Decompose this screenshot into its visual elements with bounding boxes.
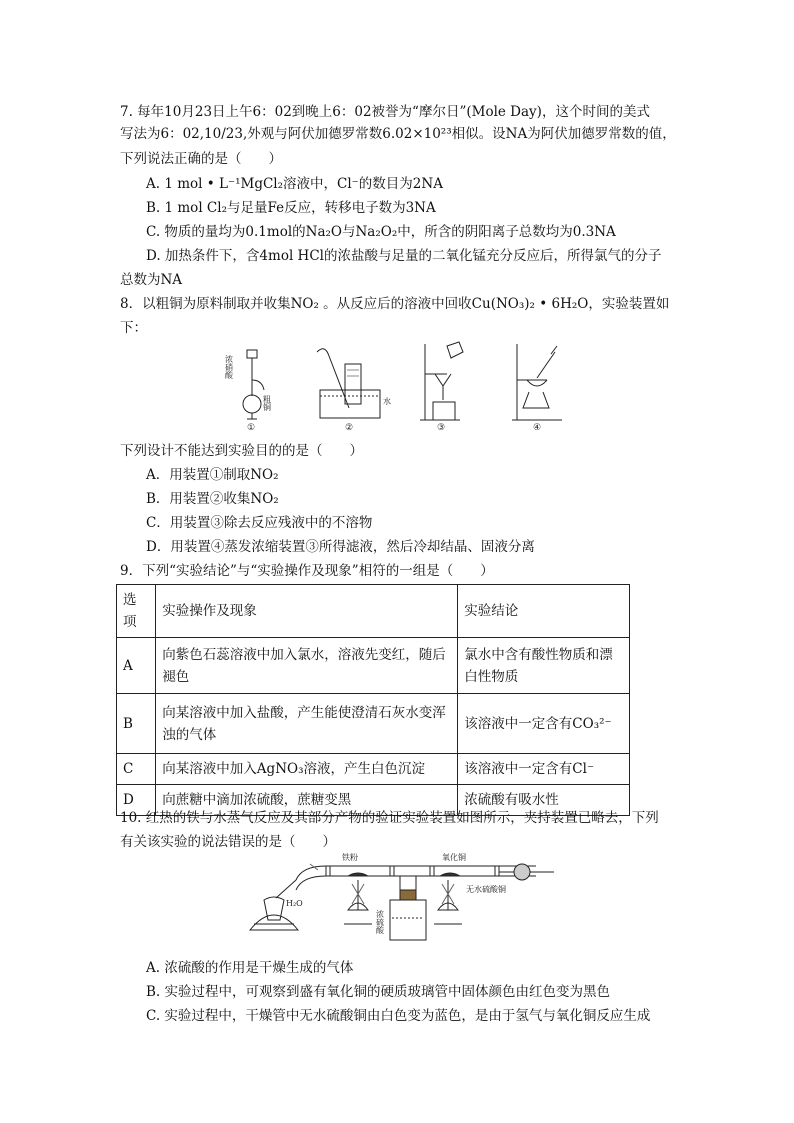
q8-option-a: A．用装置①制取NO₂ — [146, 467, 279, 483]
apparatus-3-number: ③ — [437, 423, 446, 432]
q7-option-d-line2: 总数为NA — [120, 272, 183, 288]
table-row — [117, 694, 630, 754]
q9-stem: 9．下列“实验结论”与“实验操作及现象”相符的一组是（ ） — [120, 563, 494, 579]
row-operation: 向某溶液中加入AgNO₃溶液，产生白色沉淀 — [156, 754, 458, 785]
header-option: 选项 — [117, 585, 156, 638]
table-row — [117, 754, 630, 785]
iron-powder-label: 铁粉 — [342, 853, 358, 862]
apparatus-2 — [317, 349, 380, 418]
row-conclusion: 该溶液中一定含有CO₃²⁻ — [458, 694, 630, 754]
q7-option-c: C. 物质的量均为0.1mol的Na₂O与Na₂O₂中，所含的阴阳离子总数均为0.3NA — [146, 224, 616, 240]
apparatus-1-acid-label: 浓硝酸 — [225, 355, 234, 379]
header-operation: 实验操作及现象 — [156, 585, 458, 638]
apparatus-1 — [243, 350, 264, 419]
table-row — [117, 638, 630, 694]
row-conclusion: 该溶液中一定含有Cl⁻ — [458, 754, 630, 785]
q7-stem-line2: 写法为6：02,10/23,外观与阿伏加德罗常数6.02×10²³相似。设NA为阿伏加德罗常数的值， — [120, 126, 676, 142]
row-operation: 向某溶液中加入盐酸，产生能使澄清石灰水变浑浊的气体 — [156, 694, 458, 754]
table-header-row — [117, 585, 630, 638]
row-operation: 向蔗糖中滴加浓硫酸，蔗糖变黑 — [156, 785, 458, 816]
q10-option-b: B. 实验过程中，可观察到盛有氧化铜的硬质玻璃管中固体颜色由红色变为黑色 — [146, 984, 611, 1000]
q10-stem-line2: 有关该实验的说法错误的是（ ） — [120, 834, 336, 850]
q7-option-d-line1: D. 加热条件下，含4mol HCl的浓盐酸与足量的二氧化锰充分反应后，所得氯气的分子 — [146, 248, 662, 264]
q10-option-a: A. 浓硫酸的作用是干燥生成的气体 — [146, 960, 354, 976]
q10-apparatus-figure — [240, 850, 560, 954]
sulfuric-acid-label: 浓硫酸 — [375, 910, 385, 934]
q9-table — [116, 584, 630, 816]
q8-stem-line2: 下： — [120, 320, 147, 336]
row-option: A — [117, 638, 156, 694]
row-option: B — [117, 694, 156, 754]
apparatus-1-copper-label: 粗铜 — [262, 395, 272, 411]
row-option: C — [117, 754, 156, 785]
q8-option-c: C．用装置③除去反应残液中的不溶物 — [146, 515, 373, 531]
row-conclusion: 氯水中含有酸性物质和漂白性物质 — [458, 638, 630, 694]
cuo-label: 氧化铜 — [442, 853, 466, 862]
apparatus-1-number: ① — [247, 423, 256, 432]
apparatus-2-water-label: 水 — [383, 397, 391, 406]
row-operation: 向紫色石蕊溶液中加入氯水，溶液先变红，随后褪色 — [156, 638, 458, 694]
apparatus-4-number: ④ — [533, 423, 542, 432]
header-conclusion: 实验结论 — [458, 585, 630, 638]
row-option: D — [117, 785, 156, 816]
apparatus-3 — [420, 342, 463, 420]
apparatus-2-number: ② — [345, 423, 354, 432]
q8-stem-line1: 8．以粗铜为原料制取并收集NO₂ 。从反应后的溶液中回收Cu(NO₃)₂ • 6H₂O，实验装置如 — [120, 296, 670, 312]
anhydrous-cuso4-label: 无水硫酸铜 — [466, 885, 506, 894]
q8-option-b: B．用装置②收集NO₂ — [146, 491, 279, 507]
q7-option-a: A. 1 mol • L⁻¹MgCl₂溶液中，Cl⁻的数目为2NA — [146, 176, 443, 192]
q10-stem-line1: 10. 红热的铁与水蒸气反应及其部分产物的验证实验装置如图所示，夹持装置已略去，下列 — [120, 810, 659, 826]
q7-stem-line1: 7. 每年10月23日上午6：02到晚上6：02被誉为“摩尔日”(Mole Day)，这个时间的美式 — [120, 104, 650, 120]
water-label: H₂O — [286, 899, 303, 908]
q8-option-d: D．用装置④蒸发浓缩装置③所得滤液，然后冷却结晶、固液分离 — [146, 539, 535, 555]
q7-stem-line3: 下列说法正确的是（ ） — [120, 151, 282, 167]
q8-question: 下列设计不能达到实验目的的是（ ） — [120, 443, 363, 459]
row-conclusion: 浓硫酸有吸水性 — [458, 785, 630, 816]
apparatus-4 — [512, 344, 562, 420]
q7-option-b: B. 1 mol Cl₂与足量Fe反应，转移电子数为3NA — [146, 200, 436, 216]
q8-apparatus-figure — [225, 340, 580, 432]
q10-option-c: C. 实验过程中，干燥管中无水硫酸铜由白色变为蓝色，是由于氢气与氧化铜反应生成 — [146, 1008, 651, 1024]
